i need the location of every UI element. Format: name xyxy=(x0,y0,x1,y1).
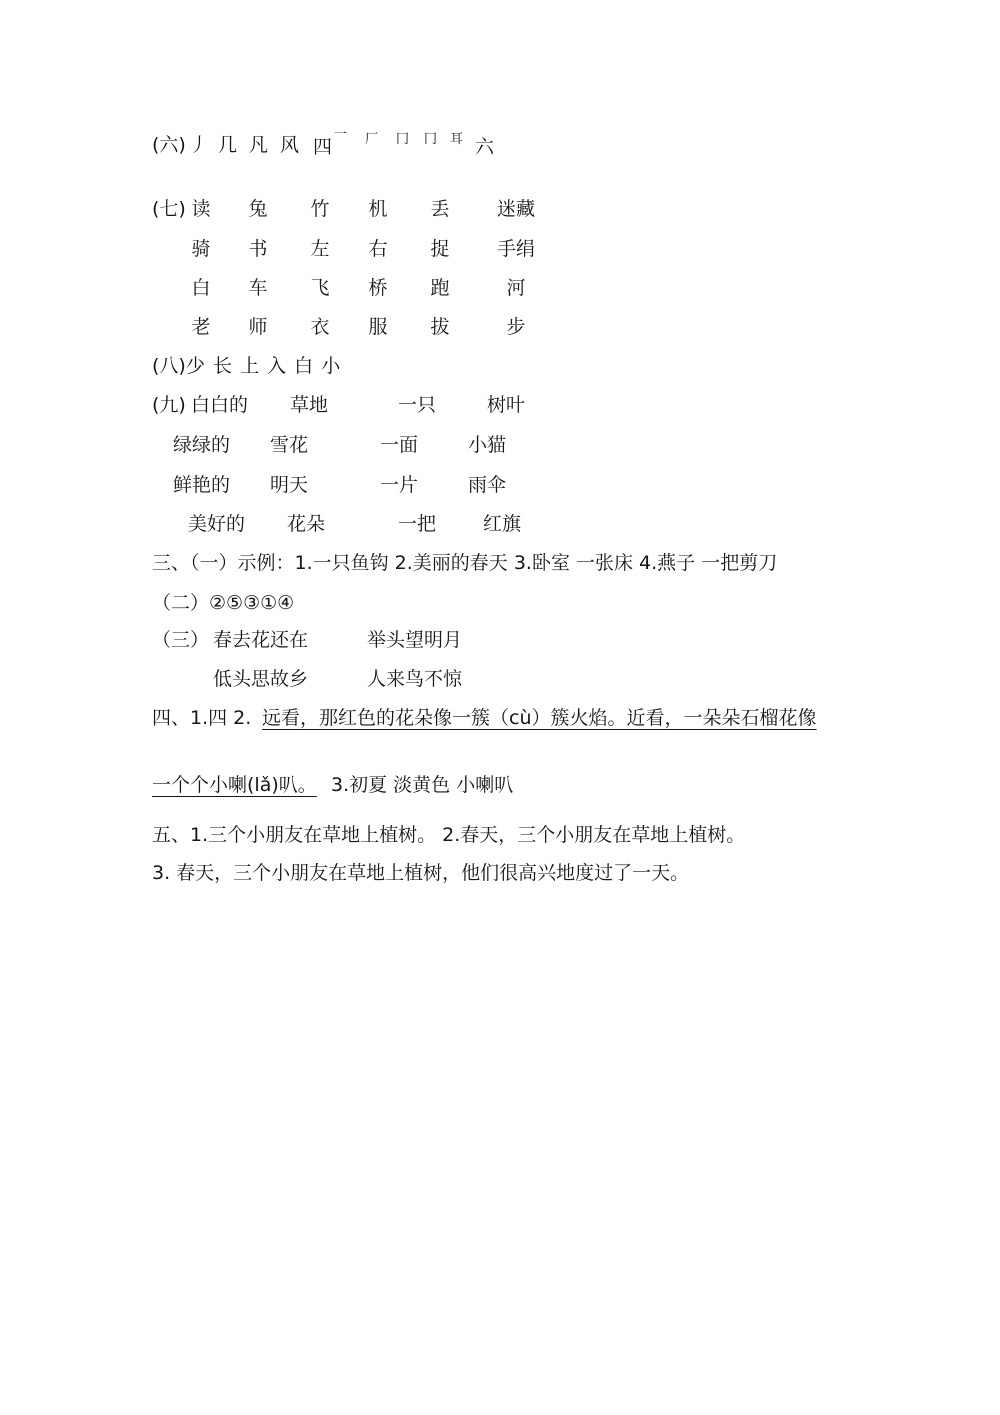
er-stroke-4: 冂 xyxy=(424,132,438,147)
part-5-line-1: 五、1.三个小朋友在草地上植树。 2.春天，三个小朋友在草地上植树。 xyxy=(152,824,746,846)
er-stroke-2: 厂 xyxy=(365,132,379,147)
match-cell: 绿绿的 xyxy=(173,434,231,456)
part-4-answer-line-2: 一个个小喇(lǎ)叭。 xyxy=(152,774,317,796)
grid-cell: 手绢 xyxy=(496,238,535,260)
match-cell: 小猫 xyxy=(468,434,507,456)
grid-cell: 读 xyxy=(191,198,211,220)
grid-cell: 桥 xyxy=(368,277,388,299)
grid-cell: 机 xyxy=(368,198,388,220)
grid-cell: 老 xyxy=(191,316,211,338)
er-stroke-1: 一 xyxy=(334,127,348,142)
part-4-answer-line-1: 远看，那红色的花朵像一簇（cù）簇火焰。近看，一朵朵石榴花像 xyxy=(262,707,817,729)
poem-label: （三） xyxy=(152,629,210,651)
grid-cell: 兔 xyxy=(248,198,268,220)
grid-cell: 河 xyxy=(506,277,526,299)
part-3-line-2: （二）②⑤③①④ xyxy=(152,592,295,614)
match-cell: 鲜艳的 xyxy=(173,474,231,496)
grid-cell: 迷藏 xyxy=(496,198,535,220)
feng-stroke-2: 几 xyxy=(218,134,238,156)
grid-cell: 服 xyxy=(368,316,388,338)
er-stroke-3: 冂 xyxy=(396,132,410,147)
grid-cell: 飞 xyxy=(310,277,330,299)
poem-line: 低头思故乡 xyxy=(213,668,309,690)
match-cell: 一面 xyxy=(380,434,419,456)
grid-cell: 车 xyxy=(248,277,268,299)
grid-cell: 拔 xyxy=(430,316,450,338)
grid-cell: 白 xyxy=(191,277,211,299)
feng-stroke-1: 丿 xyxy=(189,134,209,156)
grid-cell: 跑 xyxy=(430,277,450,299)
char-liu: 六 xyxy=(475,136,495,158)
match-cell: 一只 xyxy=(398,394,437,416)
section-6-label: (六) xyxy=(152,134,186,156)
part-4-q3: 3.初夏 淡黄色 小喇叭 xyxy=(331,774,514,796)
match-cell: 红旗 xyxy=(483,513,522,535)
match-cell: 树叶 xyxy=(487,394,526,416)
poem-line: 举头望明月 xyxy=(367,629,463,651)
section-8-chars: 少 长 上 入 白 小 xyxy=(186,355,341,377)
match-cell: 一片 xyxy=(380,474,419,496)
match-cell: 雨伞 xyxy=(468,474,507,496)
grid-cell: 师 xyxy=(248,316,268,338)
poem-line: 人来鸟不惊 xyxy=(367,668,463,690)
part-5-line-2: 3. 春天，三个小朋友在草地上植树，他们很高兴地度过了一天。 xyxy=(152,862,690,884)
grid-cell: 衣 xyxy=(310,316,330,338)
grid-cell: 右 xyxy=(368,238,388,260)
match-cell: 一把 xyxy=(398,513,437,535)
grid-cell: 捉 xyxy=(430,238,450,260)
match-cell: 明天 xyxy=(270,474,309,496)
grid-cell: 丢 xyxy=(430,198,450,220)
match-cell: 美好的 xyxy=(188,513,246,535)
grid-cell: 骑 xyxy=(191,238,211,260)
grid-cell: 步 xyxy=(506,316,526,338)
er-stroke-5: 耳 xyxy=(450,132,464,147)
match-cell: 花朵 xyxy=(287,513,326,535)
part-4-prefix: 四、1.四 2. xyxy=(152,707,252,729)
poem-line: 春去花还在 xyxy=(213,629,309,651)
section-8-label: (八) xyxy=(152,355,186,377)
feng-stroke-4: 风 xyxy=(280,134,300,156)
section-9-label: (九) xyxy=(152,394,186,416)
char-si: 四 xyxy=(313,136,333,158)
match-cell: 白白的 xyxy=(191,394,249,416)
part-3-line-1: 三、（一）示例：1.一只鱼钩 2.美丽的春天 3.卧室 一张床 4.燕子 一把剪刀 xyxy=(152,552,778,574)
grid-cell: 书 xyxy=(248,238,268,260)
feng-stroke-3: 凡 xyxy=(249,134,269,156)
match-cell: 雪花 xyxy=(270,434,309,456)
grid-cell: 左 xyxy=(310,238,330,260)
grid-cell: 竹 xyxy=(310,198,330,220)
match-cell: 草地 xyxy=(290,394,329,416)
section-7-label: (七) xyxy=(152,198,186,220)
